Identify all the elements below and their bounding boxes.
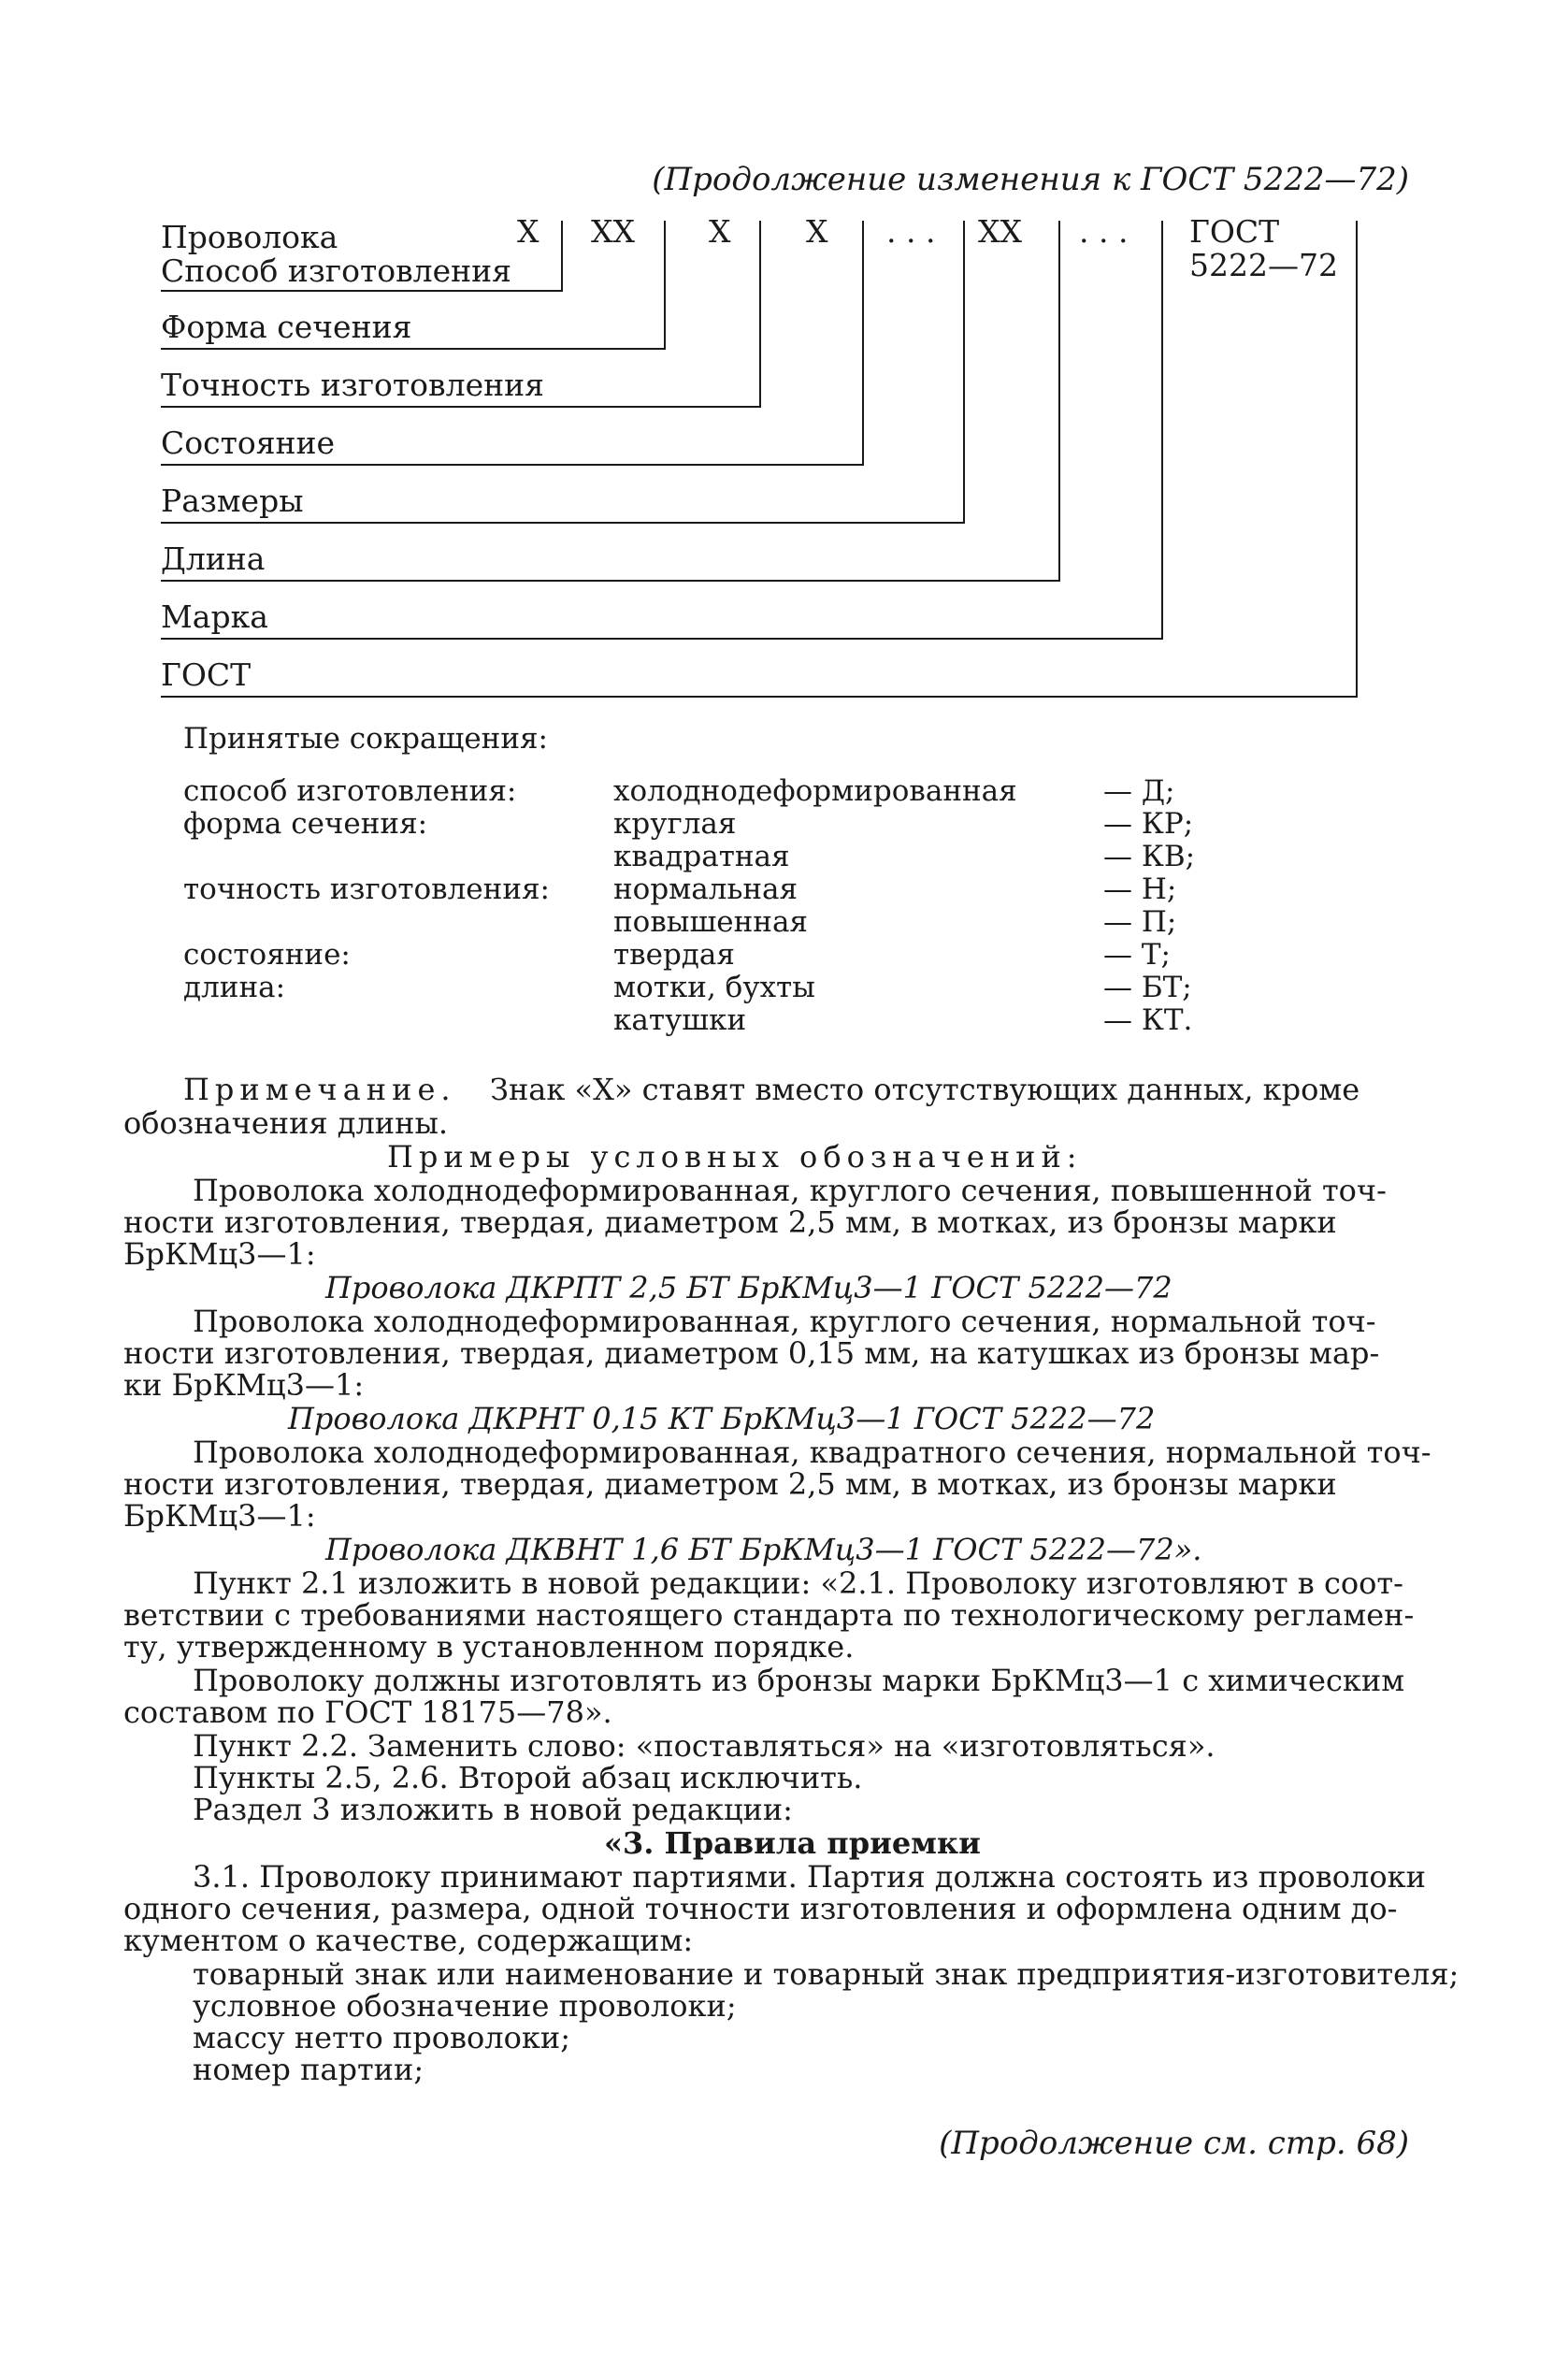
scheme-code-3: X [709,213,731,250]
body-line: ветствии с требованиями настоящего стандарта по технологическому регламен- [123,1597,1415,1633]
abbr-code: — П; [1103,905,1177,939]
scheme-line [161,406,761,408]
section-title: «3. Правила приемки [604,1825,981,1861]
scheme-line [664,221,666,350]
section-line: одного сечения, размера, одной точности изготовления и оформлена одним до- [123,1891,1398,1926]
scheme-line [1356,221,1358,698]
note-line: Знак «X» ставят вместо отсутствующих данных, кроме [490,1072,1360,1107]
abbr-code: — Н; [1103,872,1177,906]
abbr-code: — КР; [1103,807,1194,841]
note-label: Примечание. [183,1072,456,1107]
note-line: обозначения длины. [123,1105,449,1141]
scheme-line [161,464,864,466]
abbr-name: нормальная [613,872,798,906]
abbr-category: длина: [183,971,286,1004]
example-designation: Проволока ДКРПТ 2,5 БТ БрКМц3—1 ГОСТ 5222—72 [325,1270,1172,1305]
abbr-name: круглая [613,807,737,841]
scheme-line [161,580,1060,582]
scheme-line [1058,221,1060,582]
example-text-line: БрКМц3—1: [123,1236,316,1272]
scheme-code-6: XX [978,213,1022,250]
scheme-code-8: ГОСТ [1189,213,1280,250]
section-line: номер партии; [193,2052,424,2087]
abbr-name: мотки, бухты [613,971,815,1004]
body-line: Пункт 2.2. Заменить слово: «поставляться» на «изготовляться». [193,1728,1216,1764]
section-line: условное обозначение проволоки; [193,1988,737,2024]
scheme-label-size: Размеры [161,483,304,519]
scheme-line [161,638,1163,640]
example-text-line: ности изготовления, твердая, диаметром 0,15 мм, на катушках из бронзы мар- [123,1335,1380,1371]
abbr-category: точность изготовления: [183,872,550,906]
scheme-label-gost: ГОСТ [161,656,252,693]
section-line: массу нетто проволоки; [193,2020,570,2055]
scheme-code-2: XX [591,213,635,250]
example-text-line: Проволока холоднодеформированная, круглого сечения, повышенной точ- [193,1173,1387,1208]
examples-title: Примеры условных обозначений: [387,1139,1083,1175]
scheme-label-length: Длина [161,541,266,577]
example-text-line: Проволока холоднодеформированная, квадратного сечения, нормальной точ- [193,1434,1431,1470]
example-text-line: ки БрКМц3—1: [123,1367,365,1403]
scheme-line [759,221,761,408]
scheme-line [161,348,666,350]
scheme-label-state: Состояние [161,425,336,461]
abbr-name: повышенная [613,905,808,939]
body-line: составом по ГОСТ 18175—78». [123,1694,612,1730]
abbr-name: катушки [613,1003,747,1037]
abbreviations-title: Принятые сокращения: [183,722,548,756]
example-text-line: БрКМц3—1: [123,1498,316,1534]
abbr-category: состояние: [183,938,351,972]
scheme-code-5: . . . [886,213,936,250]
scheme-label-method: Способ изготовления [161,252,511,289]
body-line: ту, утвержденному в установленном порядке. [123,1629,855,1665]
example-text-line: Проволока холоднодеформированная, круглого сечения, нормальной точ- [193,1304,1376,1339]
scheme-line [161,290,563,292]
scheme-gost-number: 5222—72 [1189,247,1338,283]
body-line: Раздел 3 изложить в новой редакции: [193,1792,793,1827]
scheme-line [862,221,864,466]
page-footer: (Продолжение см. стр. 68) [939,2125,1409,2162]
abbr-category: форма сечения: [183,807,428,841]
page-header: (Продолжение изменения к ГОСТ 5222—72) [652,161,1409,198]
body-line: Пункт 2.1 изложить в новой редакции: «2.1. Проволоку изготовляют в соот- [193,1565,1403,1601]
body-line: Пункты 2.5, 2.6. Второй абзац исключить. [193,1760,863,1795]
section-line: кументом о качестве, содержащим: [123,1923,694,1958]
example-text-line: ности изготовления, твердая, диаметром 2,5 мм, в мотках, из бронзы марки [123,1204,1337,1240]
scheme-label-shape: Форма сечения [161,309,412,345]
scheme-line [963,221,965,524]
abbr-code: — КТ. [1103,1003,1193,1037]
scheme-line [161,522,965,524]
abbr-name: твердая [613,938,735,972]
scheme-code-7: . . . [1079,213,1129,250]
scheme-first-line: Проволока [161,219,338,255]
scheme-label-grade: Марка [161,598,268,635]
example-designation: Проволока ДКРНТ 0,15 КТ БрКМц3—1 ГОСТ 5222—72 [288,1401,1156,1436]
scheme-line [1161,221,1163,640]
example-text-line: ности изготовления, твердая, диаметром 2,5 мм, в мотках, из бронзы марки [123,1466,1337,1502]
scheme-line [561,221,563,292]
scheme-label-accuracy: Точность изготовления [161,367,544,403]
abbr-category: способ изготовления: [183,774,517,808]
scheme-line [161,696,1358,698]
abbr-code: — Д; [1103,774,1175,808]
body-line: Проволоку должны изготовлять из бронзы марки БрКМц3—1 с химическим [193,1663,1405,1698]
section-line: 3.1. Проволоку принимают партиями. Партия должна состоять из проволоки [193,1859,1426,1895]
abbr-name: холоднодеформированная [613,774,1017,808]
example-designation: Проволока ДКВНТ 1,6 БТ БрКМц3—1 ГОСТ 5222—72». [325,1532,1202,1567]
scheme-code-4: X [806,213,828,250]
section-line: товарный знак или наименование и товарный знак предприятия-изготовителя; [193,1956,1460,1992]
abbr-name: квадратная [613,840,790,873]
scheme-code-1: X [517,213,539,250]
abbr-code: — Т; [1103,938,1171,972]
abbr-code: — КВ; [1103,840,1196,873]
abbr-code: — БТ; [1103,971,1192,1004]
